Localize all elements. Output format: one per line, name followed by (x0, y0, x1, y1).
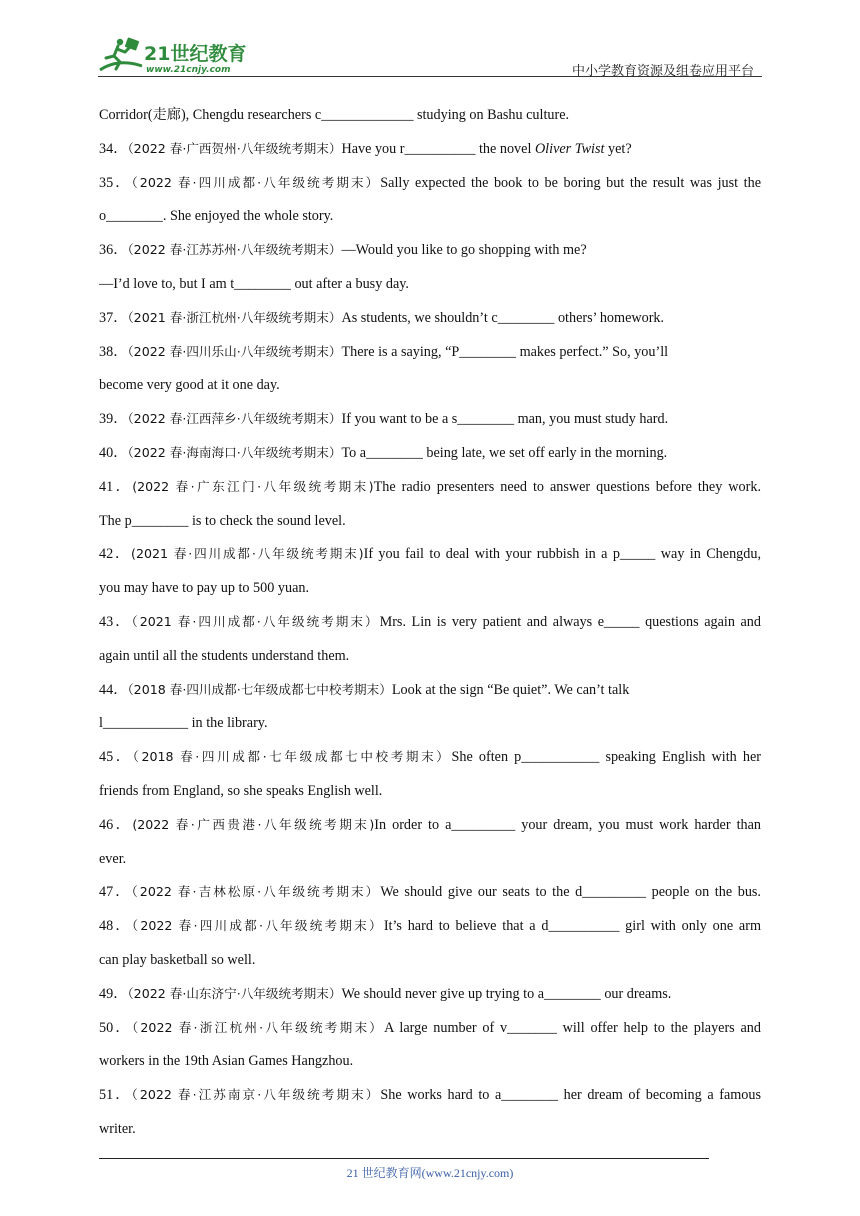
question-continuation (99, 945, 761, 979)
question-number: 38． (99, 343, 128, 360)
question-text: workers in the 19th Asian Games Hangzhou. (99, 1053, 354, 1070)
question-source: （2022 春·江苏南京·八年级统考期末） (131, 1087, 381, 1103)
question-source: （2022 春·吉林松原·八年级统考期末） (131, 884, 381, 900)
question-number: 51． (99, 1087, 132, 1104)
question-line (99, 235, 761, 269)
question-number: 40． (99, 444, 128, 461)
question-text: —Would you like to go shopping with me? (341, 242, 587, 259)
question-line (99, 134, 761, 168)
platform-name: 中小学教育资源及组卷应用平台 (571, 64, 754, 79)
question-line (99, 168, 761, 202)
question-source: (2022 春·广东江门·八年级统考期末) (132, 478, 374, 494)
question-source: （2018 春·四川成都·七年级成都七中校考期末） (132, 749, 452, 765)
question-number: 37． (99, 309, 128, 326)
logo-text: 21世纪教育 (144, 43, 247, 65)
question-text: Corridor(走廊), Chengdu researchers c_____________ studying on Bashu culture. (99, 107, 570, 123)
question-text: The radio presenters need to answer questions before they work. (373, 478, 761, 495)
question-source: （2022 春·山东济宁·八年级统考期末） (127, 985, 342, 1001)
question-number: 36． (99, 242, 128, 259)
question-text: A large number of v_______ will offer help to the players and (384, 1019, 761, 1036)
question-text: friends from England, so she speaks English well. (99, 782, 383, 799)
question-continuation (99, 506, 761, 540)
question-text: There is a saying, “P________ makes perfect.” So, you’ll (341, 343, 669, 360)
question-number: 41． (99, 478, 133, 495)
logo-url: www.21cnjy.com (146, 65, 231, 75)
question-line (99, 539, 761, 573)
question-number: 43． (99, 613, 132, 630)
question-continuation (99, 201, 761, 235)
question-text: l____________ in the library. (99, 715, 268, 732)
question-text: can play basketball so well. (99, 951, 256, 968)
question-text: Sally expected the book to be boring but the result was just the (380, 174, 761, 191)
question-line (99, 979, 761, 1013)
question-number: 42． (99, 546, 132, 563)
question-line (99, 911, 761, 945)
question-continuation (99, 1114, 761, 1148)
question-text: In order to a_________ your dream, you must work harder than (374, 816, 761, 833)
question-text: She often p___________ speaking English with her (451, 749, 761, 766)
question-text: We should never give up trying to a________ our dreams. (341, 985, 672, 1002)
book-title: Oliver Twist (534, 140, 605, 157)
question-text: ever. (99, 850, 127, 867)
question-continuation (99, 776, 761, 810)
question-source: （2021 春·四川成都·八年级统考期末） (131, 613, 380, 629)
question-line (99, 810, 761, 844)
question-line (99, 675, 761, 709)
question-number: 46． (99, 816, 133, 833)
question-text: We should give our seats to the d_________ people on the bus. (380, 884, 761, 901)
question-continuation (99, 1046, 761, 1080)
question-text: you may have to pay up to 500 yuan. (99, 580, 310, 597)
question-text: If you want to be a s________ man, you must study hard. (341, 411, 669, 428)
question-continuation (99, 100, 761, 134)
question-source: (2021 春·四川成都·八年级统考期末) (131, 546, 364, 562)
page-header (98, 32, 762, 78)
question-number: 48． (99, 918, 132, 935)
question-text: Mrs. Lin is very patient and always e_____ questions again and (379, 613, 761, 630)
question-text: become very good at it one day. (99, 377, 280, 394)
question-continuation (99, 708, 761, 742)
question-line (99, 742, 761, 776)
question-number: 35． (99, 174, 132, 191)
question-text: o________. She enjoyed the whole story. (99, 208, 334, 225)
question-number: 44． (99, 681, 128, 698)
question-line (99, 877, 761, 911)
runner-icon (100, 37, 142, 70)
question-source: （2022 春·海南海口·八年级统考期末） (127, 444, 342, 460)
question-line (99, 337, 761, 371)
question-continuation (99, 370, 761, 404)
question-number: 47． (99, 884, 132, 901)
footer-divider (99, 1158, 709, 1159)
question-continuation (99, 844, 761, 878)
question-number: 49． (99, 985, 128, 1002)
question-text: To a________ being late, we set off early in the morning. (341, 444, 668, 461)
question-source: （2022 春·四川成都·八年级统考期末） (131, 174, 381, 190)
footer-text: 21 世纪教育网(www.21cnjy.com) (346, 1166, 514, 1180)
question-text: writer. (99, 1120, 136, 1137)
question-text: —I’d love to, but I am t________ out after a busy day. (99, 275, 409, 292)
header-divider (98, 76, 762, 77)
question-line (99, 303, 761, 337)
question-source: （2022 春·江苏苏州·八年级统考期末） (127, 242, 342, 258)
question-source: （2021 春·浙江杭州·八年级统考期末） (127, 309, 342, 325)
question-text: Look at the sign “Be quiet”. We can’t talk (391, 681, 630, 698)
question-line (99, 1013, 761, 1047)
question-line (99, 1080, 761, 1114)
question-list (99, 100, 761, 1148)
site-logo (98, 36, 268, 76)
question-text: again until all the students understand them. (99, 647, 350, 664)
question-source: （2018 春·四川成都·七年级成都七中校考期末） (127, 681, 392, 697)
question-text: If you fail to deal with your rubbish in a p_____ way in Chengdu, (363, 546, 761, 563)
question-source: （2022 春·广西贺州·八年级统考期末） (127, 140, 342, 156)
question-source: (2022 春·广西贵港·八年级统考期末) (132, 816, 375, 832)
question-line (99, 607, 761, 641)
question-text: The p________ is to check the sound level. (99, 512, 346, 529)
question-source: （2022 春·四川乐山·八年级统考期末） (127, 343, 342, 359)
question-source: （2022 春·江西萍乡·八年级统考期末） (127, 411, 342, 427)
question-number: 34． (99, 140, 128, 157)
question-text: yet? (604, 140, 632, 157)
question-text: Have you r__________ the novel (341, 140, 535, 157)
question-text: She works hard to a________ her dream of becoming a famous (380, 1087, 761, 1104)
question-line (99, 438, 761, 472)
question-source: （2022 春·四川成都·八年级统考期末） (131, 918, 384, 934)
question-text: It’s hard to believe that a d__________ girl with only one arm (383, 918, 761, 935)
question-continuation (99, 573, 761, 607)
question-continuation (99, 641, 761, 675)
question-line (99, 404, 761, 438)
question-number: 50． (99, 1019, 132, 1036)
question-line (99, 472, 761, 506)
question-source: （2022 春·浙江杭州·八年级统考期末） (131, 1019, 385, 1035)
question-number: 45． (99, 749, 133, 766)
question-continuation (99, 269, 761, 303)
question-number: 39． (99, 411, 128, 428)
question-text: As students, we shouldn’t c________ others’ homework. (341, 309, 665, 326)
